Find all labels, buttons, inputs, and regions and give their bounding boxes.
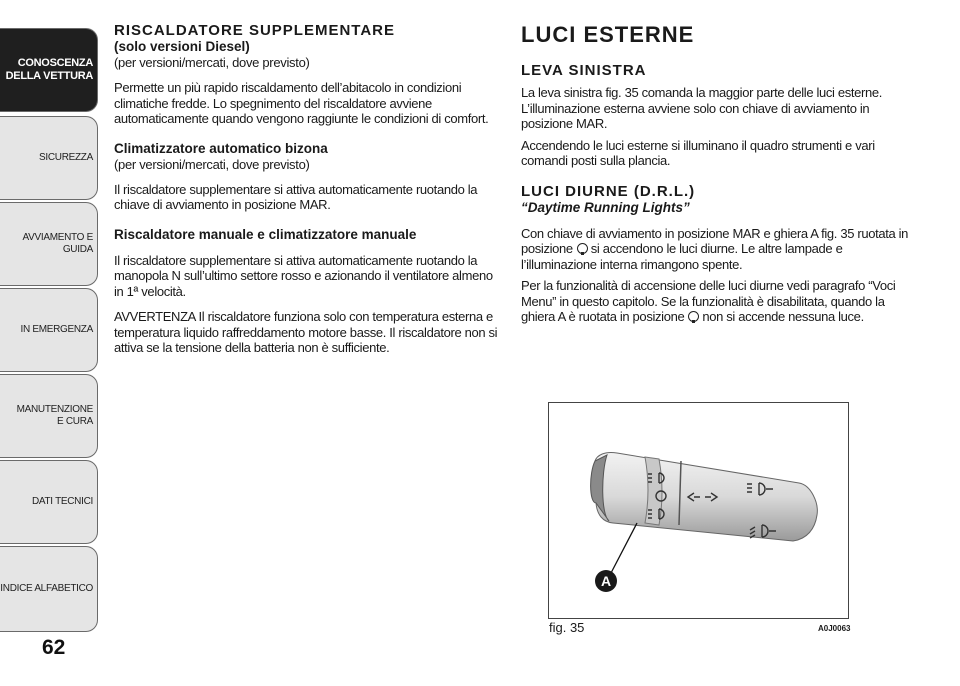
paragraph: Il riscaldatore supplementare si attiva automaticamente ruotando la manopola N sull’ultimo settore rosso e azionando il ventilatore almeno in 1ª velocità. bbox=[114, 252, 493, 299]
drl-position-icon bbox=[688, 311, 699, 322]
subheading-daytime-running-lights: “Daytime Running Lights” bbox=[521, 199, 690, 215]
paragraph-part: non si accende nessuna luce. bbox=[702, 309, 864, 324]
tab-manutenzione-e-cura[interactable] bbox=[0, 374, 98, 458]
availability-note: (per versioni/mercati, dove previsto) bbox=[114, 156, 310, 172]
paragraph: Permette un più rapido riscaldamento dell’abitacolo in condizioni climatiche fredde. Lo spegnimento del riscaldatore avviene automaticamente quando vengono raggiunte le condizioni di comfort. bbox=[114, 80, 489, 126]
subheading-diesel: (solo versioni Diesel) bbox=[114, 39, 250, 54]
tab-label: IN EMERGENZA bbox=[20, 324, 93, 335]
paragraph-part: Con chiave di avviamento in posizione MAR e ghiera A fig. 35 ruotata in posizione bbox=[521, 225, 909, 256]
left-stalk-illustration bbox=[549, 403, 848, 618]
callout-label: A bbox=[600, 573, 612, 589]
paragraph-part: si accendono le luci diurne. Le altre lampade e l’illuminazione interna rimangono spente. bbox=[521, 241, 843, 272]
paragraph: Accendendo le luci esterne si illuminano il quadro strumenti e vari comandi posti sulla plancia. bbox=[521, 137, 875, 168]
figure-left-stalk bbox=[548, 402, 849, 619]
figure-code: A0J0063 bbox=[818, 624, 851, 633]
page-number: 62 bbox=[42, 636, 66, 659]
right-column bbox=[521, 22, 911, 325]
tab-label: SICUREZZA bbox=[39, 152, 93, 163]
warning-paragraph: AVVERTENZA Il riscaldatore funziona solo con temperatura esterna e temperatura liquido raffreddamento motore basse. Il riscaldatore non si attiva se la tensione della batteria non è sufficiente. bbox=[114, 309, 498, 355]
tab-in-emergenza[interactable] bbox=[0, 288, 98, 372]
tab-conoscenza-della-vettura[interactable] bbox=[0, 28, 98, 112]
paragraph: Il riscaldatore supplementare si attiva automaticamente ruotando la chiave di avviamento in posizione MAR. bbox=[114, 181, 478, 212]
section-heading-luci-esterne: LUCI ESTERNE bbox=[521, 22, 695, 47]
heading-luci-diurne: LUCI DIURNE (D.R.L.) bbox=[521, 182, 696, 200]
tab-label: CONOSCENZA DELLA VETTURA bbox=[5, 57, 93, 82]
heading-riscaldatore-manuale: Riscaldatore manuale e climatizzatore manuale bbox=[114, 226, 417, 242]
tab-avviamento-e-guida[interactable] bbox=[0, 202, 98, 286]
chapter-sidebar bbox=[0, 0, 100, 686]
paragraph-part: Per la funzionalità di accensione delle luci diurne vedi paragrafo “Voci Menu” in questo capitolo. Se la funzionalità è disabilitata, quando la ghiera A è ruotata in posizione bbox=[521, 278, 896, 324]
paragraph bbox=[521, 278, 911, 325]
tab-sicurezza[interactable] bbox=[0, 116, 98, 200]
tab-label: INDICE ALFABETICO bbox=[0, 583, 93, 594]
tab-label: AVVIAMENTO E GUIDA bbox=[22, 232, 93, 255]
tab-label: MANUTENZIONE E CURA bbox=[16, 404, 93, 427]
drl-position-icon bbox=[577, 243, 588, 254]
paragraph bbox=[521, 226, 911, 273]
left-column bbox=[114, 22, 504, 356]
heading-leva-sinistra: LEVA SINISTRA bbox=[521, 62, 647, 79]
heading-climatizzatore-automatico: Climatizzatore automatico bizona bbox=[114, 140, 328, 156]
section-heading-riscaldatore: RISCALDATORE SUPPLEMENTARE bbox=[114, 22, 396, 39]
paragraph: La leva sinistra fig. 35 comanda la maggior parte delle luci esterne. L’illuminazione esterna avviene solo con chiave di avviamento in posizione MAR. bbox=[521, 85, 883, 131]
figure-caption: fig. 35 bbox=[549, 620, 585, 635]
tab-dati-tecnici[interactable] bbox=[0, 460, 98, 544]
availability-note: (per versioni/mercati, dove previsto) bbox=[114, 55, 310, 70]
tab-label: DATI TECNICI bbox=[31, 496, 93, 507]
tab-indice-alfabetico[interactable] bbox=[0, 546, 98, 632]
